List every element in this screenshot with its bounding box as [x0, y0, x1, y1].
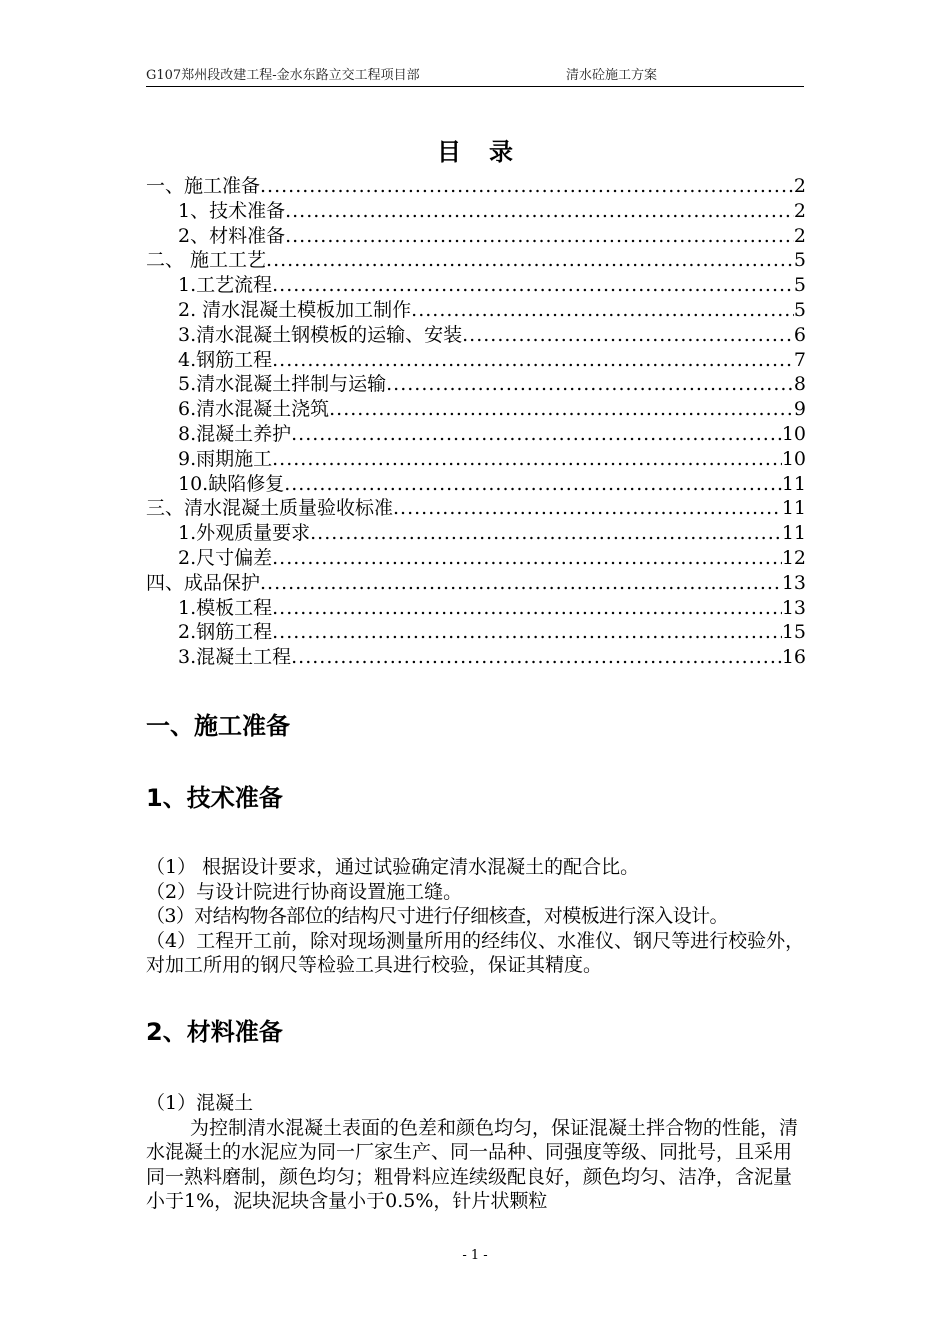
toc-item[interactable]: [146, 224, 806, 249]
toc-item[interactable]: [146, 447, 806, 472]
toc-leader: [272, 620, 782, 645]
toc-item[interactable]: [146, 472, 806, 497]
toc-item-page: 7: [793, 348, 806, 371]
toc-item-label: 2. 清水混凝土模板加工制作: [178, 298, 412, 321]
toc-leader: [285, 199, 794, 224]
toc-item[interactable]: [146, 620, 806, 645]
toc-item-page: 2: [793, 199, 806, 222]
toc-item-page: 2: [793, 175, 806, 197]
toc-item-label: 二、 施工工艺: [146, 249, 267, 272]
tech-item: （1） 根据设计要求，通过试验确定清水混凝土的配合比。: [146, 856, 640, 878]
toc-item-label: 2.尺寸偏差: [178, 546, 273, 569]
toc-item-page: 9: [793, 398, 806, 421]
toc-item-page: 11: [781, 472, 806, 495]
toc-item[interactable]: [146, 496, 806, 521]
toc-item-label: 1.工艺流程: [178, 274, 273, 297]
toc-leader: [272, 546, 782, 571]
toc-title: [0, 132, 950, 167]
toc-item[interactable]: [146, 397, 806, 422]
toc-item-page: 16: [781, 646, 806, 669]
toc-item-label: 1、技术准备: [178, 199, 286, 222]
toc-item[interactable]: [146, 372, 806, 397]
toc-item-label: 6.清水混凝土浇筑: [178, 398, 330, 421]
tech-prep-list: [146, 855, 808, 978]
material-text: 为控制清水混凝土表面的色差和颜色均匀，保证混凝土拌合物的性能，清水混凝土的水泥应为同一厂家生产、同一品种、同强度等级、同批号，且采用同一熟料磨制，颜色均匀；粗骨料应连续级配良好，颜色均匀、洁净，含泥量小于1%，泥块泥块含量小于0.5%，针片状颗粒: [146, 1116, 799, 1212]
toc-item-label: 一、施工准备: [146, 175, 261, 197]
toc-item-label: 3.混凝土工程: [178, 646, 292, 669]
toc-item-page: 13: [781, 571, 806, 594]
toc-item-page: 10: [781, 422, 806, 445]
toc-leader: [310, 521, 782, 546]
table-of-contents: [146, 174, 806, 670]
subsection-heading: 2、材料准备: [146, 1018, 283, 1046]
toc-item-label: 1.模板工程: [178, 596, 273, 619]
toc-leader: [411, 298, 794, 323]
toc-item-label: 2.钢筋工程: [178, 621, 273, 644]
tech-item: （2）与设计院进行协商设置施工缝。: [146, 880, 463, 903]
toc-item-page: 12: [781, 546, 806, 569]
toc-item-label: 5.清水混凝土拌制与运输: [178, 373, 387, 396]
toc-item[interactable]: [146, 199, 806, 224]
toc-item-label: 10.缺陷修复: [178, 472, 285, 495]
toc-item-label: 三、清水混凝土质量验收标准: [146, 497, 394, 520]
toc-item-label: 四、成品保护: [146, 571, 261, 594]
toc-leader: [393, 496, 782, 521]
tech-item: （4）工程开工前，除对现场测量所用的经纬仪、水准仪、钢尺等进行校验外，对加工所用的钢尺等检验工具进行校验，保证其精度。: [146, 929, 805, 976]
toc-title-char-2: 录: [489, 137, 513, 166]
toc-item[interactable]: [146, 571, 806, 596]
toc-item[interactable]: [146, 323, 806, 348]
toc-item-page: 10: [781, 447, 806, 470]
toc-item-page: 2: [793, 224, 806, 247]
material-section: [146, 1091, 808, 1214]
toc-item-page: 15: [781, 621, 806, 644]
material-heading: （1）混凝土: [146, 1092, 254, 1114]
toc-item-label: 1.外观质量要求: [178, 522, 311, 545]
toc-item[interactable]: [146, 596, 806, 621]
toc-leader: [285, 224, 794, 249]
toc-item-label: 9.雨期施工: [178, 447, 273, 470]
header-project-name: G107郑州段改建工程-金水东路立交工程项目部: [146, 68, 420, 83]
toc-item-page: 5: [793, 298, 806, 321]
toc-title-char-1: 目: [437, 137, 461, 166]
toc-item[interactable]: [146, 348, 806, 373]
toc-item-page: 5: [793, 274, 806, 297]
toc-leader: [272, 348, 794, 373]
section-heading: 一、施工准备: [146, 712, 290, 740]
toc-leader: [284, 472, 782, 497]
toc-item-label: 4.钢筋工程: [178, 348, 273, 371]
toc-item[interactable]: [146, 174, 806, 199]
toc-leader: [291, 422, 782, 447]
toc-item-page: 8: [793, 373, 806, 396]
header-doc-title: 清水砼施工方案: [566, 68, 658, 83]
toc-item-page: 11: [781, 522, 806, 545]
toc-item[interactable]: [146, 521, 806, 546]
toc-item-label: 2、材料准备: [178, 224, 286, 247]
toc-item-page: 6: [793, 323, 806, 346]
page-number: - 1 -: [462, 1248, 488, 1263]
toc-item[interactable]: [146, 645, 806, 670]
toc-item[interactable]: [146, 273, 806, 298]
toc-leader: [462, 323, 794, 348]
toc-leader: [260, 174, 794, 199]
toc-leader: [291, 645, 782, 670]
toc-leader: [272, 273, 794, 298]
tech-item: （3）对结构物各部位的结构尺寸进行仔细核查，对模板进行深入设计。: [146, 905, 728, 927]
toc-item-label: 3.清水混凝土钢模板的运输、安装: [178, 323, 463, 346]
toc-item-label: 8.混凝土养护: [178, 422, 292, 445]
toc-leader: [272, 596, 782, 621]
toc-item[interactable]: [146, 422, 806, 447]
toc-leader: [260, 571, 782, 596]
toc-item[interactable]: [146, 248, 806, 273]
toc-leader: [266, 248, 794, 273]
toc-item[interactable]: [146, 298, 806, 323]
toc-leader: [329, 397, 794, 422]
toc-item-page: 13: [781, 596, 806, 619]
page-header: [146, 68, 804, 87]
subsection-heading: 1、技术准备: [146, 784, 283, 812]
toc-leader: [386, 372, 794, 397]
toc-leader: [272, 447, 782, 472]
toc-item-page: 11: [781, 497, 806, 520]
toc-item-page: 5: [793, 249, 806, 272]
toc-item[interactable]: [146, 546, 806, 571]
